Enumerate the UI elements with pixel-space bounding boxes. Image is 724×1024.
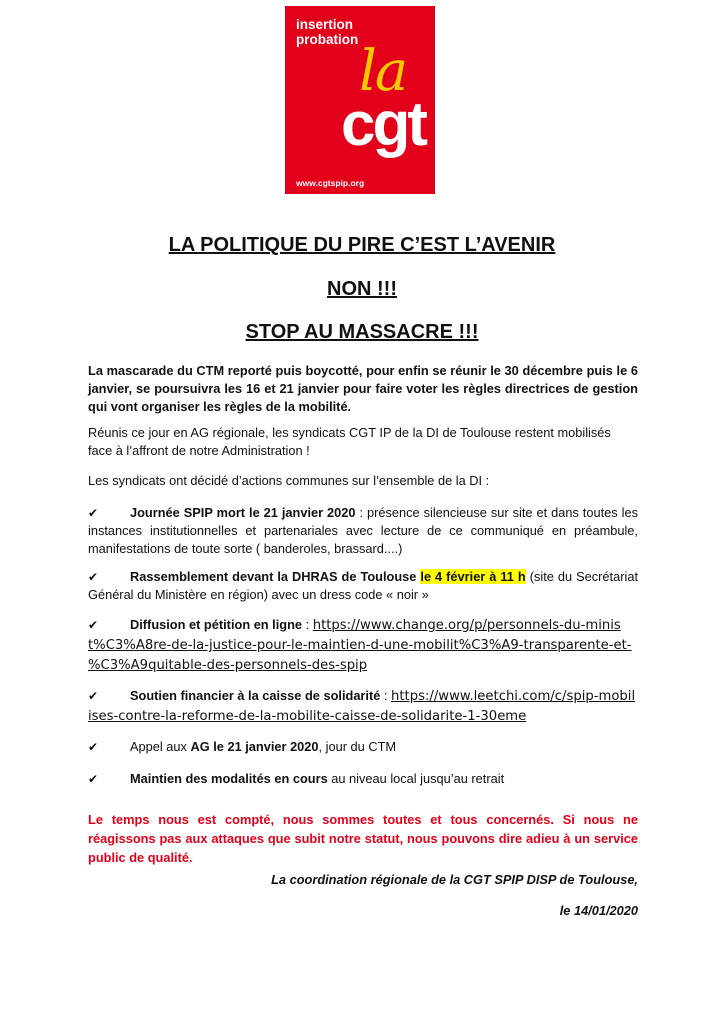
item-rassemblement-bold: Rassemblement devant la DHRAS de Toulouse (130, 569, 417, 584)
cgt-logo (285, 6, 435, 194)
document-date: le 14/01/2020 (559, 903, 638, 918)
list-item-journee (88, 504, 638, 558)
paragraph-actions: Les syndicats ont décidé d’actions communes sur l’ensemble de la DI : (88, 473, 490, 488)
check-icon: ✔ (88, 772, 99, 786)
item-journee-bold: Journée SPIP mort le 21 janvier 2020 (130, 505, 356, 520)
list-item-rassemblement (88, 568, 638, 604)
item-petition-bold: Diffusion et pétition en ligne (130, 617, 303, 632)
item-journee-text: : présence silencieuse sur site et dans toutes les instances institutionnelles et partenariales avec lecture de ce communiqué en préambule, manifestations de toute sorte ( banderoles, brassard....) (88, 505, 638, 556)
title-politique: LA POLITIQUE DU PIRE C’EST L’AVENIR (168, 234, 556, 256)
item-appel-bold: AG le 21 janvier 2020 (190, 739, 319, 754)
check-icon: ✔ (88, 570, 99, 584)
paragraph-ag-regionale: Réunis ce jour en AG régionale, les syndicats CGT IP de la DI de Toulouse restent mobilisés face à l’affront de notre Administration ! (88, 425, 611, 458)
list-item-soutien (88, 686, 638, 726)
petition-link[interactable]: https://www.change.org/p/personnels-du-minist%C3%A8re-de-la-justice-pour-le-maintien-d-une-mobilit%C3%A9-transparente-et-%C3%A9quitable-des-personnels-des-spip (88, 618, 632, 673)
item-soutien-bold: Soutien financier à la caisse de solidarité (130, 688, 381, 703)
list-item-appel (88, 738, 638, 756)
item-maintien-bold: Maintien des modalités en cours (130, 771, 328, 786)
item-rassemblement-date: le 4 février à 11 h (420, 569, 526, 584)
logo-cgt: cgt (341, 90, 425, 159)
list-item-maintien (88, 770, 638, 788)
logo-url: www.cgtspip.org (296, 178, 365, 188)
check-icon: ✔ (88, 618, 99, 632)
check-icon: ✔ (88, 740, 99, 754)
item-maintien-text: au niveau local jusqu’au retrait (327, 771, 505, 786)
logo-la: la (359, 39, 407, 104)
check-icon: ✔ (88, 689, 99, 703)
list-item-petition (88, 615, 638, 675)
title-non: NON !!! (327, 278, 397, 300)
item-appel-text: , jour du CTM (318, 739, 397, 754)
closing-warning: Le temps nous est compté, nous sommes toutes et tous concernés. Si nous ne réagissons pas aux attaques que subit notre statut, nous pouvons dire adieu à un service public de qualité. (88, 812, 638, 865)
leetchi-link[interactable]: https://www.leetchi.com/c/spip-mobilises-contre-la-reforme-de-la-mobilite-caisse-de-solidarite-1-30eme (88, 689, 636, 724)
check-icon: ✔ (88, 506, 99, 520)
logo-line-probation: probation (296, 32, 359, 47)
item-petition-sep: : (302, 617, 313, 632)
logo-line-insertion: insertion (296, 17, 354, 32)
logo-tagline (296, 17, 358, 47)
item-rassemblement-text: (site du Secrétariat Général du Ministère en région) avec un dress code « noir » (88, 569, 638, 602)
title-stop: STOP AU MASSACRE !!! (245, 321, 479, 343)
intro-paragraph: La mascarade du CTM reporté puis boycotté, pour enfin se réunir le 30 décembre puis le 6 janvier, se poursuivra les 16 et 21 janvier pour faire voter les règles directrices de gestion qui vont organiser les règles de la mobilité. (88, 363, 638, 414)
item-appel-pre: Appel aux (130, 739, 191, 754)
signature: La coordination régionale de la CGT SPIP DISP de Toulouse, (271, 872, 638, 887)
item-soutien-sep: : (380, 688, 392, 703)
